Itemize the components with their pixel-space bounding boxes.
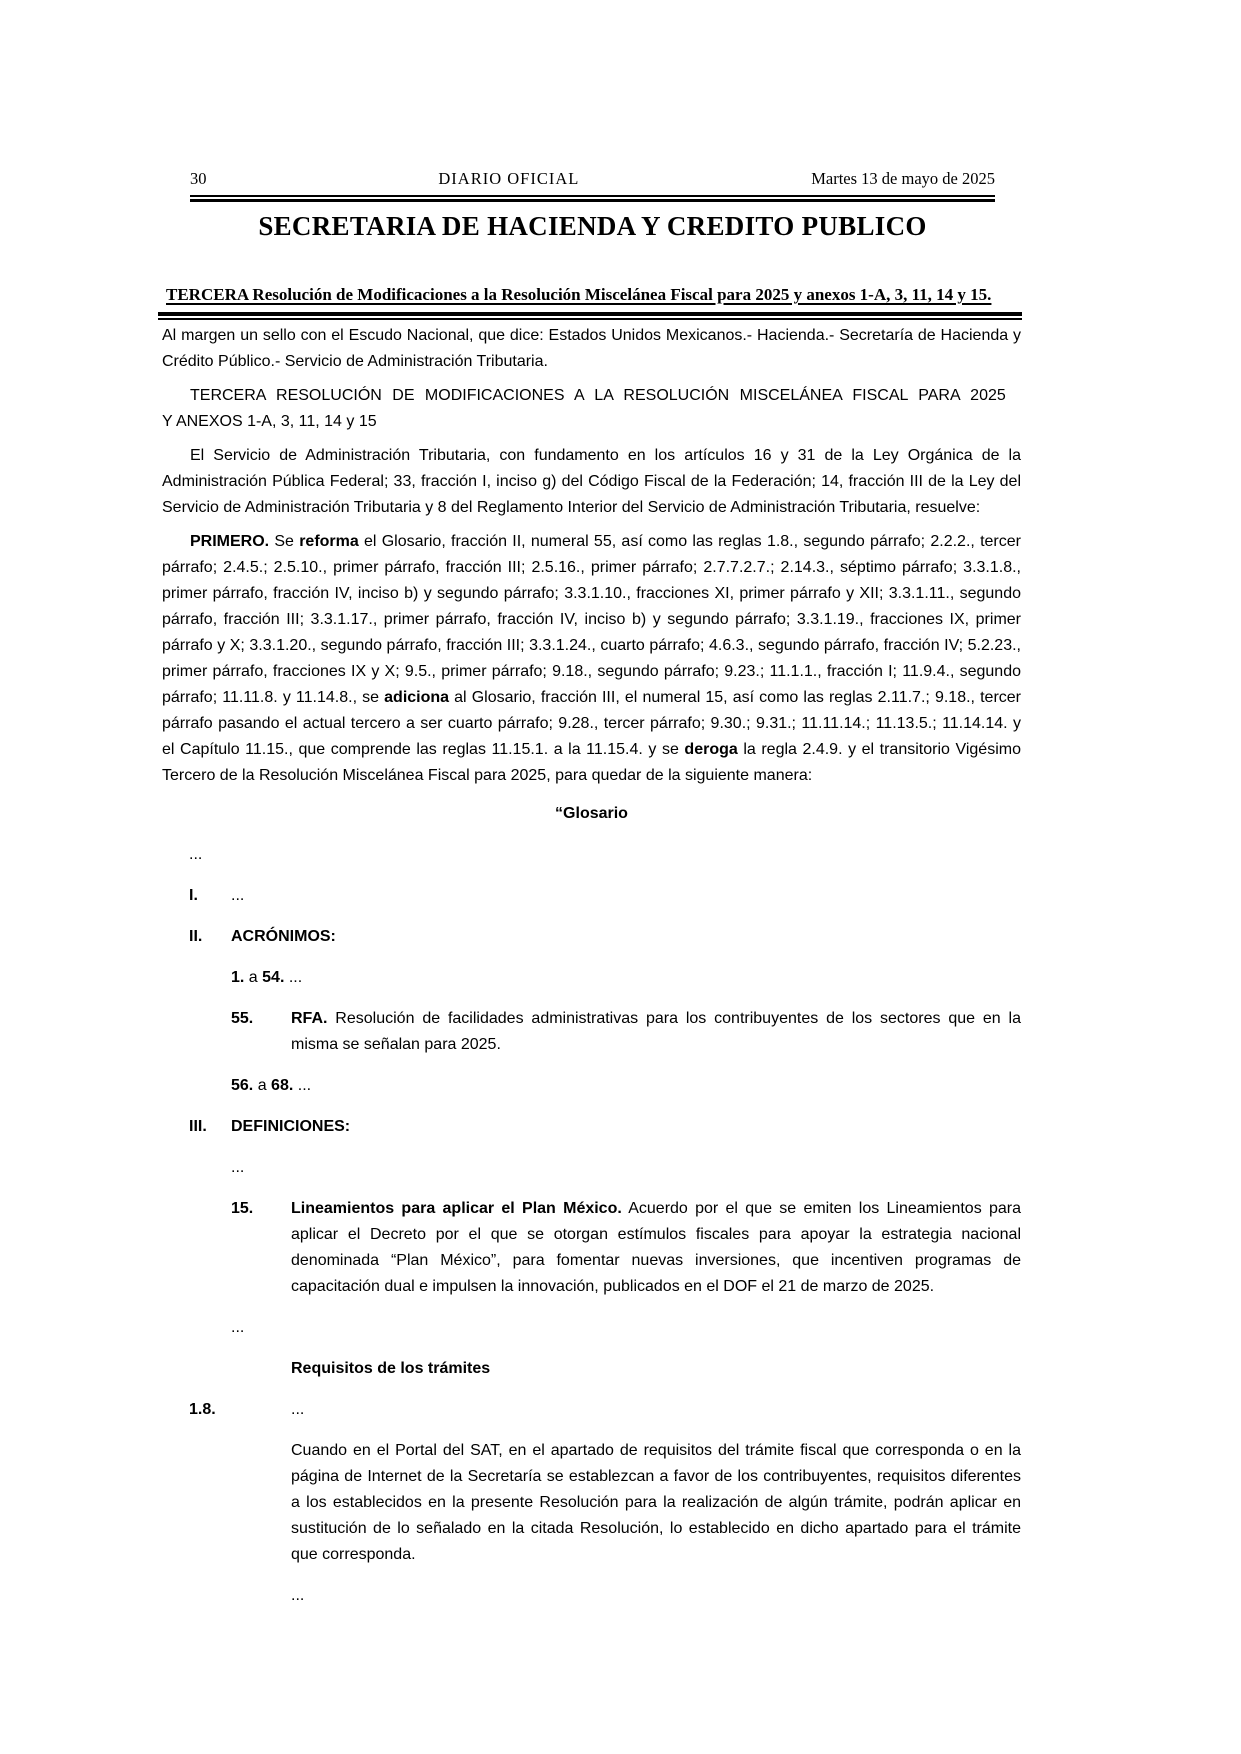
tramites-section-heading: Requisitos de los trámites <box>291 1360 491 1377</box>
publication-name: DIARIO OFICIAL <box>438 169 580 188</box>
roman-numeral-label: II. <box>189 928 203 945</box>
rule-1-8 <box>162 1397 1021 1423</box>
banner-divider-rule <box>158 312 1022 320</box>
resolution-caps-line1: TERCERA RESOLUCIÓN DE MODIFICACIONES A LA RESOLUCIÓN MISCELÁNEA FISCAL PARA 2025 <box>190 387 1006 404</box>
ellipsis-line: ... <box>231 1319 245 1336</box>
resolution-caps-paragraph <box>162 383 1021 435</box>
primero-paragraph: PRIMERO. Se reforma el Glosario, fracción II, numeral 55, así como las reglas 1.8., segundo párrafo; 2.2.2., tercer párrafo; 2.4.5.; 2.5.10., primer párrafo, fracción III; 2.5.16., primer párrafo; 2.7.7.2.7.; 2.14.3., séptimo párrafo; 3.3.1.8., primer párrafo, fracción IV, inciso b) y segundo párrafo; 3.3.1.10., fracciones XI, primer párrafo y XII; 3.3.1.11., segundo párrafo, fracción III; 3.3.1.17., primer párrafo, fracción IV, inciso b) y segundo párrafo; 3.3.1.19., fracciones IX, primer párrafo y X; 3.3.1.20., segundo párrafo, fracción III; 3.3.1.24., cuarto párrafo; 4.6.3., segundo párrafo, fracción IV; 5.2.23., primer párrafo, fracciones IX y X; 9.5., primer párrafo; 9.18., segundo párrafo; 9.23.; 11.1.1., fracción I; 11.9.4., segundo párrafo; 11.11.8. y 11.14.8., se adiciona al Glosario, fracción III, el numeral 15, así como las reglas 2.11.7.; 9.18., tercer párrafo pasando el actual tercero a ser cuarto párrafo; 9.28., tercer párrafo; 9.30.; 9.31.; 11.11.14.; 11.13.5.; 11.14.14. y el Capítulo 11.15., que comprende las reglas 11.15.1. a la 11.15.4. y se deroga la regla 2.4.9. y el transitorio Vigésimo Tercero de la Resolución Miscelánea Fiscal para 2025, para quedar de la siguiente manera: <box>162 533 1021 784</box>
ellipsis-line: ... <box>291 1587 305 1604</box>
al-margen-paragraph: Al margen un sello con el Escudo Nacional, que dice: Estados Unidos Mexicanos.- Hacienda.- Secretaría de Hacienda y Crédito Público.- Servicio de Administración Tributaria. <box>162 327 1021 370</box>
page-number: 30 <box>190 169 207 188</box>
rule-1-8-paragraph: Cuando en el Portal del SAT, en el apartado de requisitos del trámite fiscal que corresponda o en la página de Internet de la Secretaría se establezcan a favor de los contribuyentes, requisitos diferentes a los establecidos en la presente Resolución para la realización de algún trámite, podrán aplicar en sustitución de lo señalado en la citada Resolución, lo establecido en dicho apartado para el trámite que corresponda. <box>291 1442 1021 1563</box>
acronym-item-55 <box>162 1006 1021 1058</box>
glossary-roman-i <box>162 883 1021 909</box>
rule-number: 1.8. <box>189 1401 216 1418</box>
definition-item-15 <box>162 1196 1021 1300</box>
roman-i-content: ... <box>231 887 245 904</box>
section-banner <box>166 285 1024 305</box>
definiciones-heading: DEFINICIONES: <box>231 1118 351 1135</box>
definition-term: Lineamientos para aplicar el Plan México. <box>291 1200 622 1217</box>
document-title: SECRETARIA DE HACIENDA Y CREDITO PUBLICO <box>258 211 927 241</box>
item-number: 55. <box>231 1010 254 1027</box>
issue-date: Martes 13 de mayo de 2025 <box>811 169 995 188</box>
acronym-definition: Resolución de facilidades administrativas para los contribuyentes de los sectores que en la misma se señalan para 2025. <box>291 1010 1021 1053</box>
acronimos-heading: ACRÓNIMOS: <box>231 928 336 945</box>
ellipsis-line: ... <box>189 846 203 863</box>
header-divider-rule <box>190 195 995 202</box>
acronym-term: RFA. <box>291 1010 328 1027</box>
acronyms-range-56-68: 56. a 68. ... <box>231 1077 312 1094</box>
definition-text: Acuerdo por el que se emiten los Lineamientos para aplicar el Decreto por el que se otorgan estímulos fiscales para apoyar la estrategia nacional denominada “Plan México”, para fomentar nuevas inversiones, que incentiven programas de capacitación dual e impulsen la innovación, publicados en el DOF el 21 de marzo de 2025. <box>291 1200 1022 1295</box>
document-body <box>162 323 1021 1609</box>
rule-1-8-ellipsis: ... <box>291 1401 305 1418</box>
glosario-heading: “Glosario <box>555 805 628 822</box>
roman-numeral-label: III. <box>189 1118 207 1135</box>
section-banner-text: TERCERA Resolución de Modificaciones a la Resolución Miscelánea Fiscal para 2025 y anexos 1-A, 3, 11, 14 y 15. <box>166 285 992 304</box>
legal-basis-paragraph: El Servicio de Administración Tributaria, con fundamento en los artículos 16 y 31 de la Ley Orgánica de la Administración Pública Federal; 33, fracción I, inciso g) del Código Fiscal de la Federación; 14, fracción III de la Ley del Servicio de Administración Tributaria y 8 del Reglamento Interior del Servicio de Administración Tributaria, resuelve: <box>162 447 1021 516</box>
ellipsis-line: ... <box>231 1159 245 1176</box>
glossary-roman-iii <box>162 1114 1021 1140</box>
glossary-roman-ii <box>162 924 1021 950</box>
resolution-caps-line2: Y ANEXOS 1-A, 3, 11, 14 y 15 <box>162 413 377 430</box>
acronyms-range-1-54: 1. a 54. ... <box>231 969 303 986</box>
roman-numeral-label: I. <box>189 887 198 904</box>
page-header <box>190 169 995 189</box>
item-number: 15. <box>231 1200 254 1217</box>
